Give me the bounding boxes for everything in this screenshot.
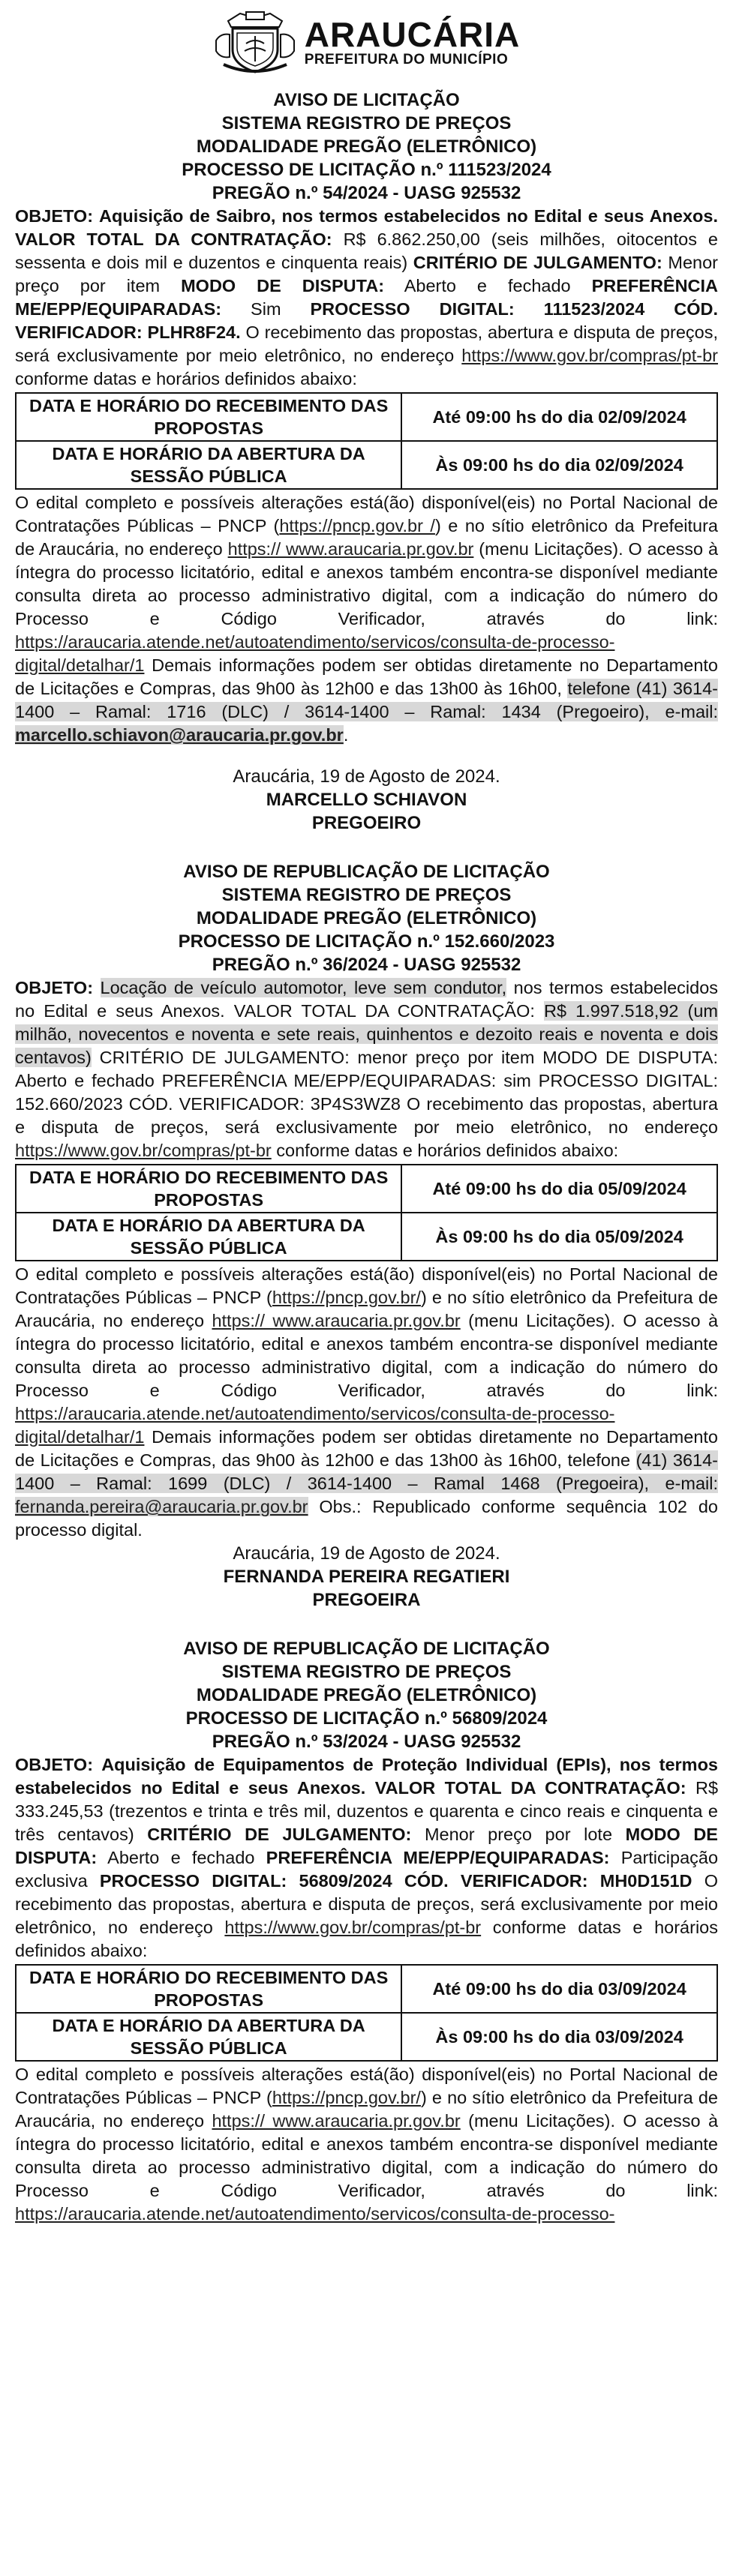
criterio-label: CRITÉRIO DE JULGAMENTO:	[413, 253, 662, 272]
modo-text: Aberto e fechado	[404, 276, 571, 295]
notice-title: AVISO DE REPUBLICAÇÃO DE LICITAÇÃO	[183, 862, 550, 882]
edital-text: (menu Licitações). O acesso à íntegra do processo licitatório, edital e anexos também encontra-se disponível mediante consulta direta ao processo administrativo digital, com a indicação do número do Processo e Código Verificador, através do link:	[15, 1311, 719, 1400]
email-link[interactable]: fernanda.pereira@araucaria.pr.gov.br	[15, 1497, 308, 1516]
notice-pregao: PREGÃO n.º 36/2024 - UASG 925532	[212, 955, 521, 975]
contato-text: (41) 3614-1400 – Ramal: 1699 (DLC) / 3614-1400 – Ramal 1468 (Pregoeira), e-mail:	[15, 1450, 718, 1493]
processo-label: PROCESSO DIGITAL: 56809/2024 CÓD. VERIFICADOR: MH0D151D	[99, 1871, 692, 1891]
signer-name: FERNANDA PEREIRA REGATIERI	[223, 1567, 510, 1587]
dates-table	[15, 392, 718, 490]
email-tail: .	[343, 725, 349, 745]
table-value: Até 09:00 hs do dia 02/09/2024	[401, 393, 717, 441]
valor-text: R$ 6.862.250,00 (seis milhões, oitocentos e sessenta e dois mil e duzentos e cinquenta reais)	[15, 229, 718, 272]
edital-text: (menu Licitações). O acesso à íntegra do processo licitatório, edital e anexos também encontra-se disponível mediante consulta direta ao processo administrativo digital, com a indicação do número do Processo e Código Verificador, através do link:	[15, 539, 719, 628]
notice-process: PROCESSO DE LICITAÇÃO n.º 111523/2024	[182, 160, 551, 180]
receb-tail: conforme datas e horários definidos abaixo:	[15, 369, 357, 388]
date-line: Araucária, 19 de Agosto de 2024.	[233, 766, 500, 787]
notice-2	[15, 860, 718, 1612]
table-value: Às 09:00 hs do dia 02/09/2024	[401, 441, 717, 489]
pncp-link[interactable]: https://pncp.gov.br /	[279, 516, 435, 535]
edital-text: ) e no sítio eletrônico da Prefeitura de Araucária, no endereço	[15, 516, 718, 559]
edital-text: (menu Licitações). O acesso à íntegra do processo licitatório, edital e anexos também encontra-se disponível mediante consulta direta ao processo administrativo digital, com a indicação do número do Processo e Código Verificador, através do link:	[15, 2111, 719, 2200]
receb-text: O recebimento das propostas, abertura e disputa de preços, será exclusivamente por meio eletrônico, no endereço	[15, 1094, 718, 1137]
table-row	[16, 2013, 717, 2061]
notice-title: AVISO DE REPUBLICAÇÃO DE LICITAÇÃO	[183, 1639, 550, 1659]
modo-label: MODO DE DISPUTA:	[181, 276, 385, 295]
rest-text: CRITÉRIO DE JULGAMENTO: menor preço por item MODO DE DISPUTA: Aberto e fechado PREFERÊNCIA ME/EPP/EQUIPARADAS: sim PROCESSO DIGITAL: 152.660/2023 CÓD. VERIFICADOR: 3P4S3WZ8	[15, 1048, 718, 1114]
site-link[interactable]: https:// www.araucaria.pr.gov.br	[212, 2111, 461, 2131]
dates-table	[15, 1164, 718, 1261]
notice-pregao: PREGÃO n.º 54/2024 - UASG 925532	[212, 183, 521, 203]
table-value: Até 09:00 hs do dia 03/09/2024	[401, 1965, 717, 2013]
receb-text: O recebimento das propostas, abertura e disputa de preços, será exclusivamente por meio eletrônico, no endereço	[15, 1871, 718, 1937]
edital-text: O edital completo e possíveis alterações está(ão) disponível(eis) no Portal Nacional de Contratações Públicas – PNCP (	[15, 2065, 718, 2107]
signer-role: PREGOEIRO	[311, 813, 422, 833]
valor-text: R$ 1.997.518,92 (um milhão, novecentos e noventa e sete reais, quinhentos e dezoito reais e noventa e dois centavos)	[15, 1001, 718, 1067]
compras-link[interactable]: https://www.gov.br/compras/pt-br	[15, 1141, 272, 1160]
table-row	[16, 1965, 717, 2013]
edital-text: ) e no sítio eletrônico da Prefeitura de Araucária, no endereço	[15, 2088, 718, 2131]
edital-text: ) e no sítio eletrônico da Prefeitura de Araucária, no endereço	[15, 1288, 718, 1330]
table-row	[16, 441, 717, 489]
table-value: Às 09:00 hs do dia 05/09/2024	[401, 1213, 717, 1261]
email-link[interactable]: marcello.schiavon@araucaria.pr.gov.br	[15, 725, 344, 745]
compras-link[interactable]: https://www.gov.br/compras/pt-br	[224, 1918, 482, 1937]
objeto-text: Aquisição de Saibro, nos termos estabelecidos no Edital e seus Anexos.	[99, 206, 718, 226]
notice-pregao: PREGÃO n.º 53/2024 - UASG 925532	[212, 1732, 521, 1752]
dates-table	[15, 1964, 718, 2062]
brand-name: ARAUCÁRIA	[304, 15, 521, 54]
notice-process: PROCESSO DE LICITAÇÃO n.º 56809/2024	[185, 1708, 548, 1729]
notice-subtitle: SISTEMA REGISTRO DE PREÇOS	[221, 113, 512, 133]
notice-subtitle: SISTEMA REGISTRO DE PREÇOS	[221, 1662, 512, 1682]
modo-text: Aberto e fechado	[107, 1848, 255, 1867]
objeto-tail: nos termos estabelecidos no Edital e seus Anexos. VALOR TOTAL DA CONTRATAÇÃO:	[15, 978, 719, 1021]
receb-tail: conforme datas e horários definidos abaixo:	[15, 1918, 718, 1960]
pncp-link[interactable]: https://pncp.gov.br/	[272, 1288, 421, 1307]
valor-label: VALOR TOTAL DA CONTRATAÇÃO:	[15, 229, 332, 249]
obs-text: Obs.: Republicado conforme sequência 102 do processo digital.	[15, 1497, 718, 1540]
site-link[interactable]: https:// www.araucaria.pr.gov.br	[212, 1311, 461, 1330]
header-logo	[15, 0, 718, 75]
pref-text: Participação exclusiva	[15, 1848, 719, 1891]
date-line: Araucária, 19 de Agosto de 2024.	[233, 1543, 500, 1564]
notice-process: PROCESSO DE LICITAÇÃO n.º 152.660/2023	[178, 931, 555, 952]
edital-paragraph	[15, 2063, 718, 2226]
table-label: DATA E HORÁRIO DO RECEBIMENTO DAS PROPOSTAS	[16, 1965, 401, 2013]
notice-1	[15, 88, 718, 835]
notice-3	[15, 1637, 718, 2226]
signer-role: PREGOEIRA	[312, 1590, 421, 1610]
coat-of-arms-icon	[213, 10, 297, 75]
notice-modality: MODALIDADE PREGÃO (ELETRÔNICO)	[196, 136, 537, 157]
objeto-text: Locação de veículo automotor, leve sem condutor,	[100, 978, 507, 997]
table-value: Às 09:00 hs do dia 03/09/2024	[401, 2013, 717, 2061]
demais-text: Demais informações podem ser obtidas diretamente no Departamento de Licitações e Compras, das 9h00 às 12h00 e das 13h00 às 16h00, telefone	[15, 1427, 718, 1470]
table-row	[16, 1213, 717, 1261]
criterio-text: Menor preço por item	[15, 253, 718, 295]
notice-subtitle: SISTEMA REGISTRO DE PREÇOS	[221, 885, 512, 905]
modo-label: MODO DE DISPUTA:	[15, 1825, 718, 1867]
notice-body	[15, 205, 718, 391]
notice-body	[15, 1753, 718, 1963]
edital-paragraph	[15, 1263, 718, 1542]
table-value: Até 09:00 hs do dia 05/09/2024	[401, 1165, 717, 1213]
notice-modality: MODALIDADE PREGÃO (ELETRÔNICO)	[196, 1685, 537, 1705]
consulta-link[interactable]: https://araucaria.atende.net/autoatendimento/servicos/consulta-de-processo-	[15, 2204, 615, 2224]
valor-label: VALOR TOTAL DA CONTRATAÇÃO:	[374, 1778, 686, 1798]
pref-text: Sim	[251, 299, 281, 319]
contato-text: telefone (41) 3614-1400 – Ramal: 1716 (DLC) / 3614-1400 – Ramal: 1434 (Pregoeiro), e-mail:	[15, 679, 718, 721]
table-label: DATA E HORÁRIO DA ABERTURA DA SESSÃO PÚBLICA	[16, 441, 401, 489]
processo-label: PROCESSO DIGITAL: 111523/2024 CÓD. VERIFICADOR: PLHR8F24.	[15, 299, 719, 342]
valor-text: R$ 333.245,53 (trezentos e trinta e três mil, duzentos e quarenta e cinco reais e cinquenta e três centavos)	[15, 1778, 719, 1844]
notice-modality: MODALIDADE PREGÃO (ELETRÔNICO)	[196, 908, 537, 928]
edital-text: O edital completo e possíveis alterações está(ão) disponível(eis) no Portal Nacional de Contratações Públicas – PNCP (	[15, 1264, 718, 1307]
objeto-label: OBJETO:	[15, 1755, 94, 1774]
table-row	[16, 393, 717, 441]
site-link[interactable]: https:// www.araucaria.pr.gov.br	[227, 539, 474, 559]
edital-paragraph	[15, 491, 718, 747]
edital-text: O edital completo e possíveis alterações está(ão) disponível(eis) no Portal Nacional de Contratações Públicas – PNCP (	[15, 493, 718, 535]
receb-text: O recebimento das propostas, abertura e disputa de preços, será exclusivamente por meio eletrônico, no endereço	[15, 322, 718, 365]
compras-link[interactable]: https://www.gov.br/compras/pt-br	[461, 346, 719, 365]
objeto-label: OBJETO:	[15, 206, 94, 226]
criterio-label: CRITÉRIO DE JULGAMENTO:	[147, 1825, 412, 1844]
receb-tail: conforme datas e horários definidos abaixo:	[276, 1141, 619, 1160]
brand-subtitle: PREFEITURA DO MUNICÍPIO	[304, 52, 509, 67]
notice-body	[15, 976, 718, 1162]
table-label: DATA E HORÁRIO DA ABERTURA DA SESSÃO PÚBLICA	[16, 1213, 401, 1261]
pref-label: PREFERÊNCIA ME/EPP/EQUIPARADAS:	[266, 1848, 610, 1867]
pncp-link[interactable]: https://pncp.gov.br/	[272, 2088, 421, 2107]
table-label: DATA E HORÁRIO DO RECEBIMENTO DAS PROPOSTAS	[16, 1165, 401, 1213]
table-label: DATA E HORÁRIO DO RECEBIMENTO DAS PROPOSTAS	[16, 393, 401, 441]
notice-title: AVISO DE LICITAÇÃO	[273, 90, 460, 110]
criterio-text: Menor preço por lote	[424, 1825, 613, 1844]
demais-text: Demais informações podem ser obtidas diretamente no Departamento de Licitações e Compras, das 9h00 às 12h00 e das 13h00 às 16h00,	[15, 655, 718, 698]
consulta-link[interactable]: https://araucaria.atende.net/autoatendimento/servicos/consulta-de-processo-digital/detalhar/1	[15, 632, 615, 675]
signer-name: MARCELLO SCHIAVON	[266, 790, 467, 810]
objeto-text: Aquisição de Equipamentos de Proteção Individual (EPIs), nos termos estabelecidos no Edital e seus Anexos.	[15, 1755, 718, 1798]
table-row	[16, 1165, 717, 1213]
pref-label: PREFERÊNCIA ME/EPP/EQUIPARADAS:	[15, 276, 719, 319]
objeto-label: OBJETO:	[15, 978, 94, 997]
table-label: DATA E HORÁRIO DA ABERTURA DA SESSÃO PÚBLICA	[16, 2013, 401, 2061]
consulta-link[interactable]: https://araucaria.atende.net/autoatendimento/servicos/consulta-de-processo-digital/detalhar/1	[15, 1404, 615, 1447]
